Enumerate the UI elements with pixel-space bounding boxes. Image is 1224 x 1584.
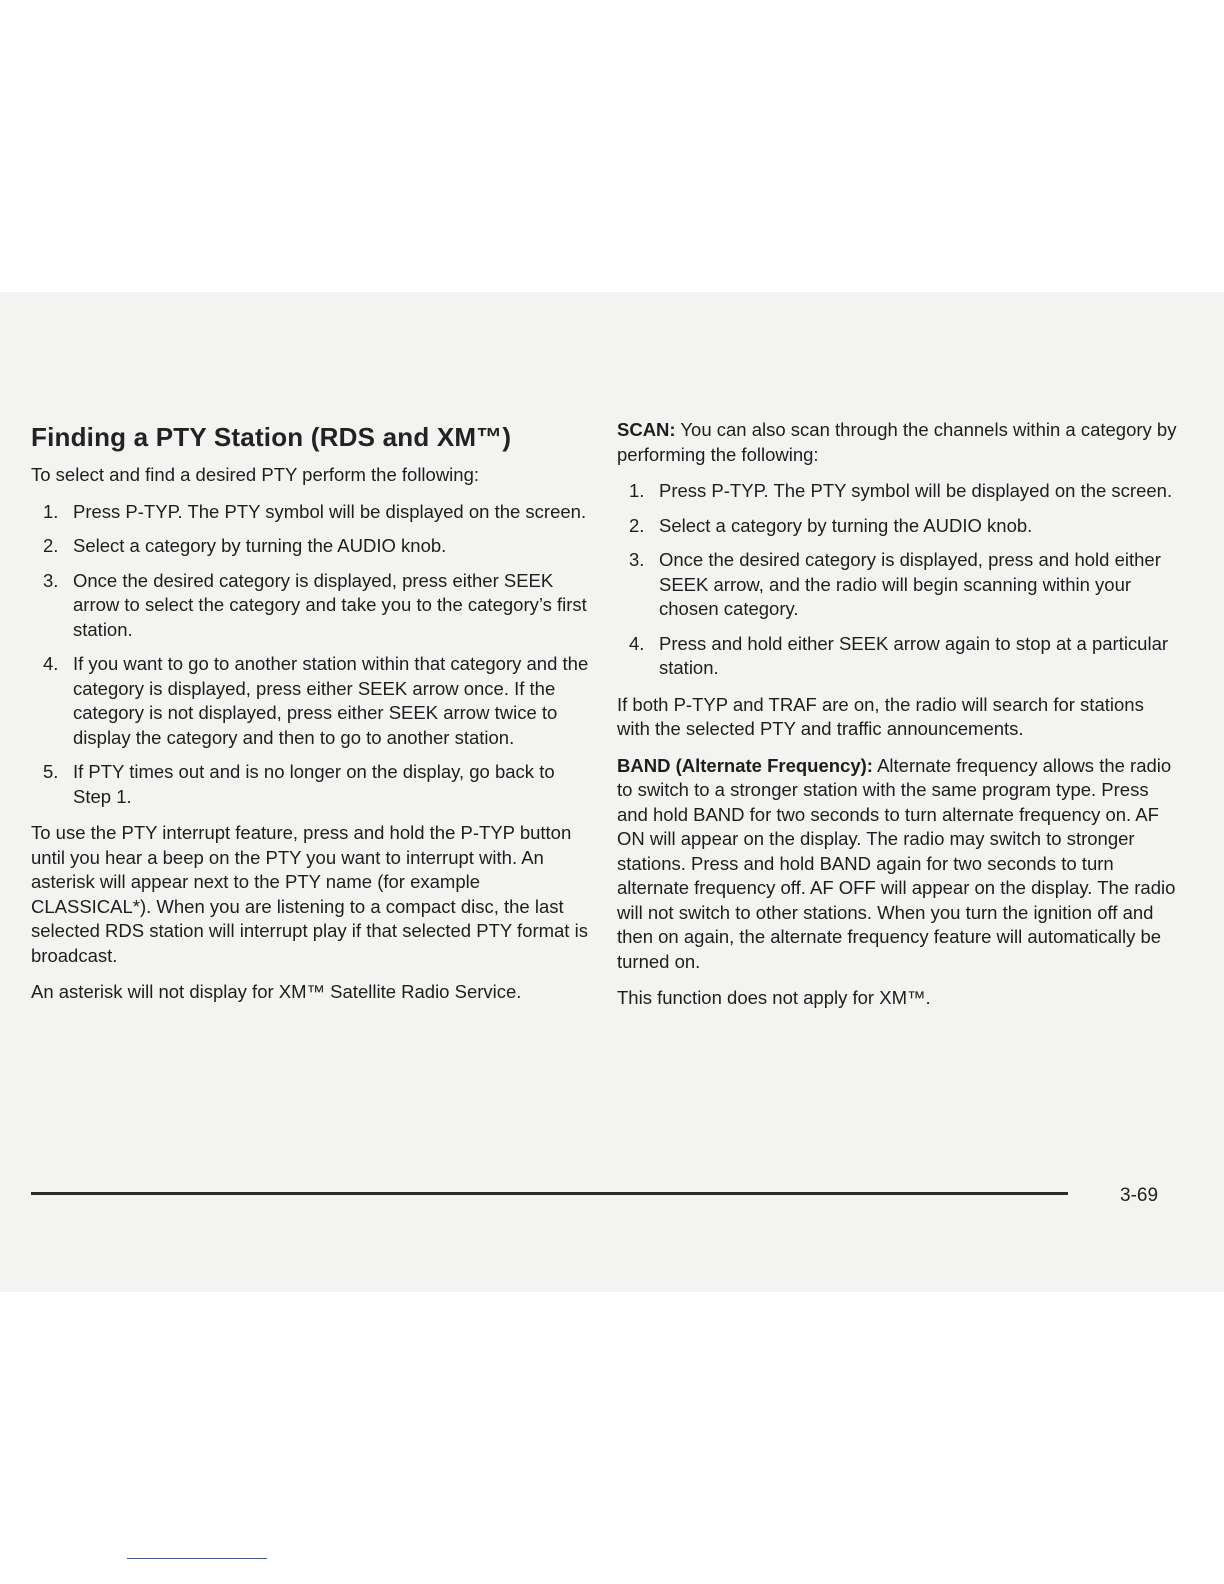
footer-rule [31, 1192, 1068, 1195]
left-column [31, 418, 591, 1017]
step-text: Once the desired category is displayed, press either SEEK arrow to select the category and take you to the category’s first station. [73, 569, 587, 640]
list-item [617, 632, 1177, 681]
list-item [31, 500, 591, 525]
step-text: Press P-TYP. The PTY symbol will be displayed on the screen. [659, 480, 1173, 501]
step-text: Press and hold either SEEK arrow again to stop at a particular station. [659, 632, 1169, 678]
list-item [617, 479, 1177, 504]
list-item [617, 514, 1177, 539]
list-item [31, 760, 591, 809]
step-number: 1. [43, 500, 59, 522]
step-text: Select a category by turning the AUDIO knob. [659, 514, 1033, 536]
band-label: BAND (Alternate Frequency): [617, 754, 873, 776]
step-number: 2. [43, 535, 59, 556]
scan-steps-list [617, 479, 1177, 681]
step-text: If PTY times out and is no longer on the display, go back to Step 1. [73, 761, 555, 807]
step-number: 2. [629, 514, 645, 536]
step-number: 4. [629, 632, 645, 654]
asterisk-note: An asterisk will not display for XM™ Satellite Radio Service. [31, 981, 522, 1002]
step-text: Select a category by turning the AUDIO knob. [73, 535, 447, 556]
list-item [31, 534, 591, 559]
step-number: 5. [43, 761, 59, 782]
step-text: Press P-TYP. The PTY symbol will be displayed on the screen. [73, 500, 587, 522]
step-text: Once the desired category is displayed, press and hold either SEEK arrow, and the radio will begin scanning within your chosen category. [659, 549, 1161, 619]
band-paragraph [617, 754, 1177, 975]
page-number: 3-69 [1120, 1185, 1159, 1206]
list-item [31, 652, 591, 750]
scan-text: You can also scan through the channels within a category by performing the following: [617, 419, 1177, 465]
intro-paragraph: To select and find a desired PTY perform the following: [31, 464, 480, 485]
list-item [31, 569, 591, 643]
scan-paragraph [617, 418, 1177, 467]
step-number: 4. [43, 653, 59, 674]
xm-note: This function does not apply for XM™. [617, 987, 931, 1008]
step-number: 1. [629, 480, 645, 501]
list-item [617, 548, 1177, 622]
step-number: 3. [629, 549, 645, 570]
right-column [617, 418, 1177, 1023]
step-text: If you want to go to another station within that category and the category is displayed, press either SEEK arrow once. If the category is not displayed, press either SEEK arrow twice to display the category and then to go to another station. [73, 653, 589, 748]
link-underline[interactable] [127, 1558, 267, 1559]
step-number: 3. [43, 569, 59, 591]
section-heading: Finding a PTY Station (RDS and XM™) [31, 422, 512, 452]
interrupt-paragraph: To use the PTY interrupt feature, press and hold the P-TYP button until you hear a beep on the PTY you want to interrupt with. An asterisk will appear next to the PTY name (for example CLASSICAL*). When you are listening to a compact disc, the last selected RDS station will interrupt play if that selected PTY format is broadcast. [31, 822, 588, 966]
traf-paragraph: If both P-TYP and TRAF are on, the radio will search for stations with the selected PTY and traffic announcements. [617, 693, 1144, 739]
band-text: Alternate frequency allows the radio to switch to a stronger station with the same program type. Press and hold BAND for two seconds to turn alternate frequency on. AF ON will appear on the display. The radio may switch to stronger stations. Press and hold BAND again for two seconds to turn alternate frequency off. AF OFF will appear on the display. The radio will not switch to other stations. When you turn the ignition off and then on again, the alternate frequency feature will automatically be turned on. [617, 754, 1176, 972]
pty-steps-list [31, 500, 591, 810]
scan-label: SCAN: [617, 419, 676, 440]
